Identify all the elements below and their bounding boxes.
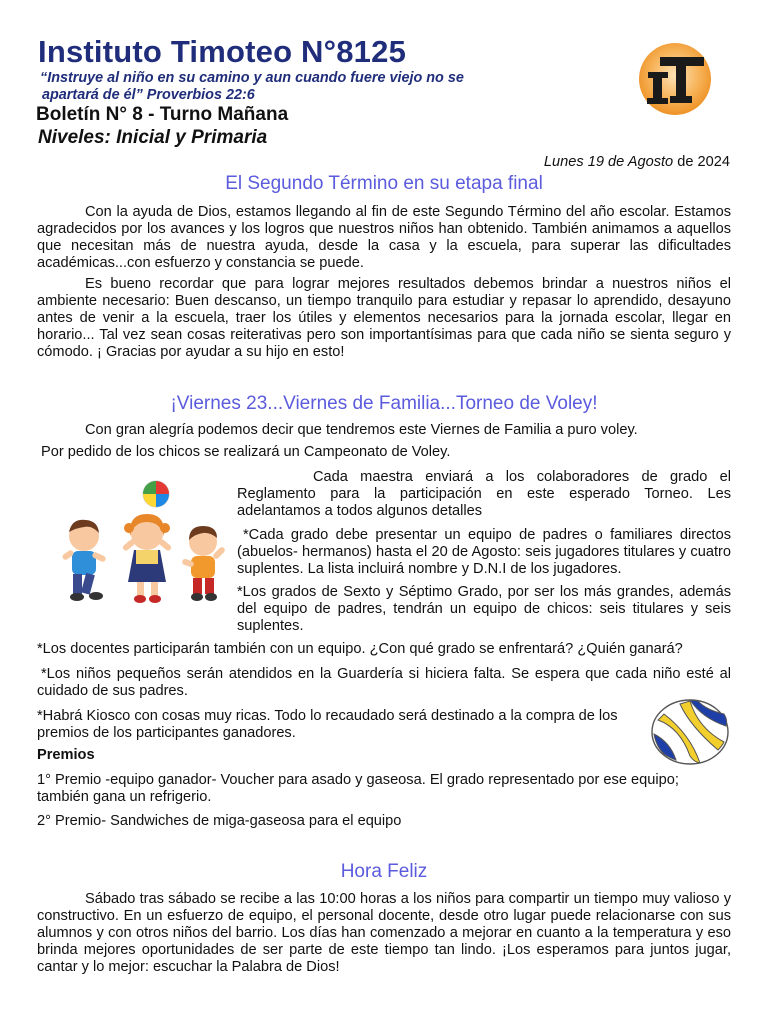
volley-intro-2: Por pedido de los chicos se realizará un Campeonato de Voley. — [41, 444, 451, 460]
volley-rules-intro: Cada maestra enviará a los colaboradores de grado el Reglamento para la participación en este esperado Torneo. Les adelantamos a todos algunos detalles — [237, 469, 731, 519]
section-title-volley: ¡Viernes 23...Viernes de Familia...Torneo de Voley! — [170, 393, 598, 414]
volleyball-icon — [650, 698, 730, 766]
levels: Niveles: Inicial y Primaria — [38, 127, 268, 148]
boy-right-figure — [181, 526, 226, 601]
prize-second: 2° Premio- Sandwiches de miga-gaseosa para el equipo — [37, 813, 402, 829]
beach-ball-icon — [143, 481, 169, 507]
school-logo — [634, 42, 716, 116]
volley-small-children: *Los niños pequeños serán atendidos en la Guardería si hiciera falta. Se espera que cada niño esté al cuidado de sus padres. — [37, 666, 731, 699]
happy-hour-paragraph: Sábado tras sábado se recibe a las 10:00 horas a los niños para compartir un tiempo muy valioso y constructivo. En un esfuerzo de equipo, el personal docente, desde otro lugar puede relacionarse con sus alumnos y con otros niños del barrio. Los días han comenzado a mejorar en cuanto a la temperatura y eso brinda mejores oportunidades de ser parte de este tiempo tan lindo. ¡Los esperamos para juntos jugar, cantar y lo mejor: escuchar la Palabra de Dios! — [37, 891, 731, 975]
section-title-second-term: El Segundo Término en su etapa final — [225, 173, 543, 194]
motto — [40, 70, 520, 104]
motto-line-1: “Instruye al niño en su camino y aun cuando fuere viejo no se — [40, 70, 464, 86]
school-name: Instituto Timoteo N°8125 — [38, 34, 407, 69]
bulletin-number: Boletín N° 8 - Turno Mañana — [36, 104, 289, 125]
volley-rule-family-team: *Cada grado debe presentar un equipo de padres o familiares directos (abuelos- hermanos) hasta el 20 de Agosto: seis jugadores titulares y cuatro suplentes. La lista incluirá nombre y D.N.I de los jugadores. — [237, 527, 731, 577]
volley-teachers: *Los docentes participarán también con un equipo. ¿Con qué grado se enfrentará? ¿Quién ganará? — [37, 641, 683, 657]
prizes-title: Premios — [37, 747, 95, 763]
section1-paragraph-2: Es bueno recordar que para lograr mejores resultados debemos brindar a nuestros niños el ambiente necesario: Buen descanso, un tiempo tranquilo para estudiar y repasar lo aprendido, desayuno antes de venir a la escuela, traer los útiles y elementos necesarios para la jornada escolar, llegar en horario... Tal vez sean cosas reiterativas pero son importantísimas para que cada niño se sienta seguro y cómodo. ¡ Gracias por ayudar a su hijo en esto! — [37, 276, 731, 360]
volley-kiosk: *Habrá Kiosco con cosas muy ricas. Todo lo recaudado será destinado a la compra de los premios de los participantes ganadores. — [37, 708, 618, 741]
prize-first: 1° Premio -equipo ganador- Voucher para asado y gaseosa. El grado representado por ese equipo; también gana un refrigerio. — [37, 772, 679, 805]
bulletin-date: Lunes 19 de Agosto de 2024 — [543, 154, 730, 170]
girl-middle-figure — [122, 514, 173, 603]
motto-line-2: apartará de él” Proverbios 22:6 — [42, 87, 255, 103]
volley-intro-1: Con gran alegría podemos decir que tendremos este Viernes de Familia a puro voley. — [85, 422, 638, 438]
children-illustration — [58, 478, 230, 610]
section1-paragraph-1: Con la ayuda de Dios, estamos llegando al fin de este Segundo Término del año escolar. Estamos agradecidos por los avances y los logros que nuestros niños han obtenido. También animamos a aquellos que necesitan más de nuestra ayuda, desde la casa y la escuela, para superar las dificultades académicas...con esfuerzo y constancia se puede. — [37, 204, 731, 271]
boy-left-figure — [61, 520, 106, 601]
volley-rule-older-grades: *Los grados de Sexto y Séptimo Grado, por ser los más grandes, además del equipo de padres, tendrán un equipo de chicos: seis titulares y seis suplentes. — [237, 584, 731, 634]
section-title-happy-hour: Hora Feliz — [340, 861, 428, 882]
